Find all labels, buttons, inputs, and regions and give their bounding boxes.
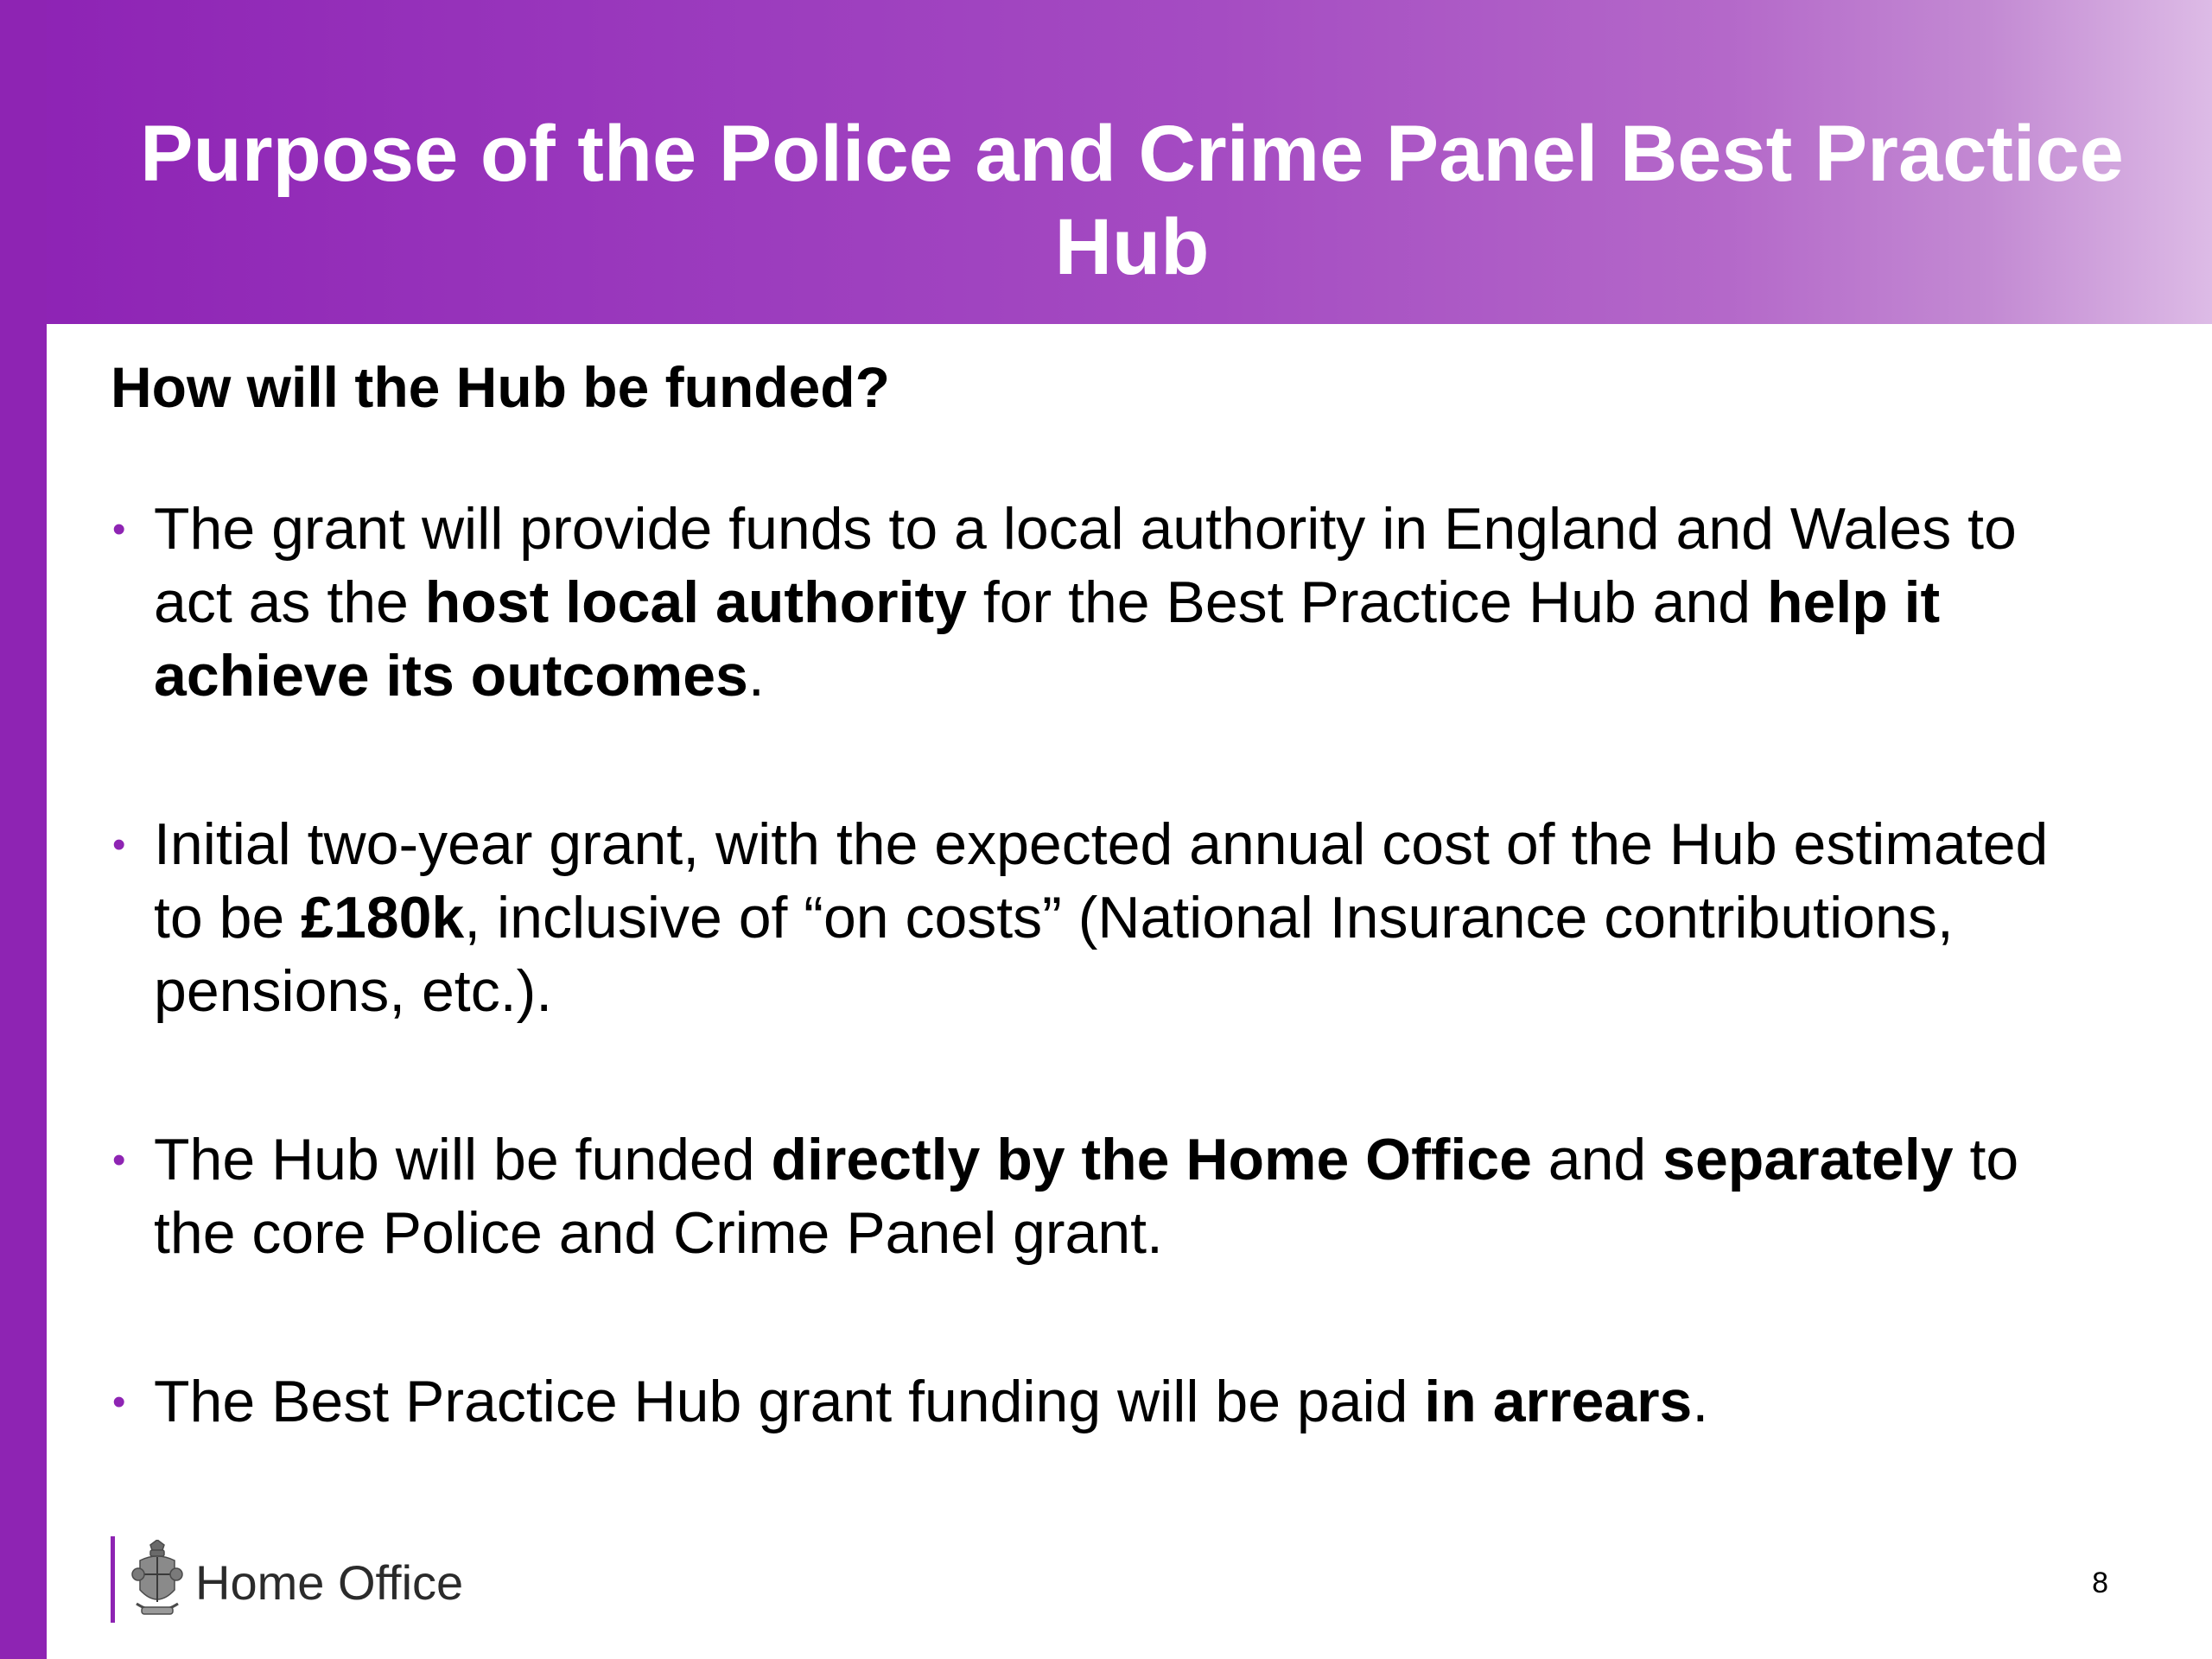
bullet-text-segment: The Best Practice Hub grant funding will be paid xyxy=(154,1369,1425,1434)
bullet-text-segment: and xyxy=(1531,1127,1663,1192)
bullet-text-segment: The grant will provide funds to a local authority in England and Wales to act as the xyxy=(154,496,2017,635)
page-title: Purpose of the Police and Crime Panel Best Practice Hub xyxy=(140,110,2124,291)
page-number: 8 xyxy=(2092,1567,2108,1599)
bullet-emphasis: help it achieve its outcomes xyxy=(154,569,1941,709)
logo-text: Home Office xyxy=(195,1555,464,1610)
bullet-icon: • xyxy=(112,823,126,866)
bullet-icon: • xyxy=(112,1381,126,1423)
bullet-emphasis: in arrears xyxy=(1424,1369,1693,1434)
left-accent-band xyxy=(0,0,47,1659)
bullet-text-segment: Initial two-year grant, with the expected annual cost of the Hub estimated to be xyxy=(154,811,2049,950)
bullet-emphasis: separately xyxy=(1662,1127,1954,1192)
bullet-list xyxy=(104,493,2091,1439)
bullet-item-payment-arrears xyxy=(104,1365,2091,1439)
bullet-icon: • xyxy=(112,508,126,550)
bullet-text xyxy=(154,1369,1708,1434)
bullet-text xyxy=(154,811,2048,1024)
bullet-item-funding-source xyxy=(104,1123,2091,1270)
bullet-emphasis: £180k xyxy=(301,885,465,950)
bullet-text xyxy=(154,1127,2018,1266)
header-banner xyxy=(0,0,2212,324)
bullet-emphasis: host local authority xyxy=(424,569,967,635)
bullet-text-segment: . xyxy=(1692,1369,1709,1434)
logo-divider xyxy=(111,1536,115,1623)
bullet-item-grant-cost xyxy=(104,808,2091,1028)
bullet-item-host-authority xyxy=(104,493,2091,713)
bullet-text-segment: , inclusive of “on costs” (National Insurance contributions, pensions, etc.). xyxy=(154,885,1954,1024)
bullet-text-segment: . xyxy=(747,643,765,709)
royal-crest-icon xyxy=(131,1540,183,1621)
bullet-text-segment: to the core Police and Crime Panel grant. xyxy=(154,1127,2019,1266)
section-subtitle: How will the Hub be funded? xyxy=(111,355,890,419)
bullet-emphasis: directly by the Home Office xyxy=(771,1127,1532,1192)
bullet-text-segment: for the Best Practice Hub and xyxy=(966,569,1767,635)
bullet-icon: • xyxy=(112,1139,126,1181)
bullet-text-segment: The Hub will be funded xyxy=(154,1127,772,1192)
bullet-text xyxy=(154,496,2017,709)
home-office-logo xyxy=(111,1536,543,1623)
